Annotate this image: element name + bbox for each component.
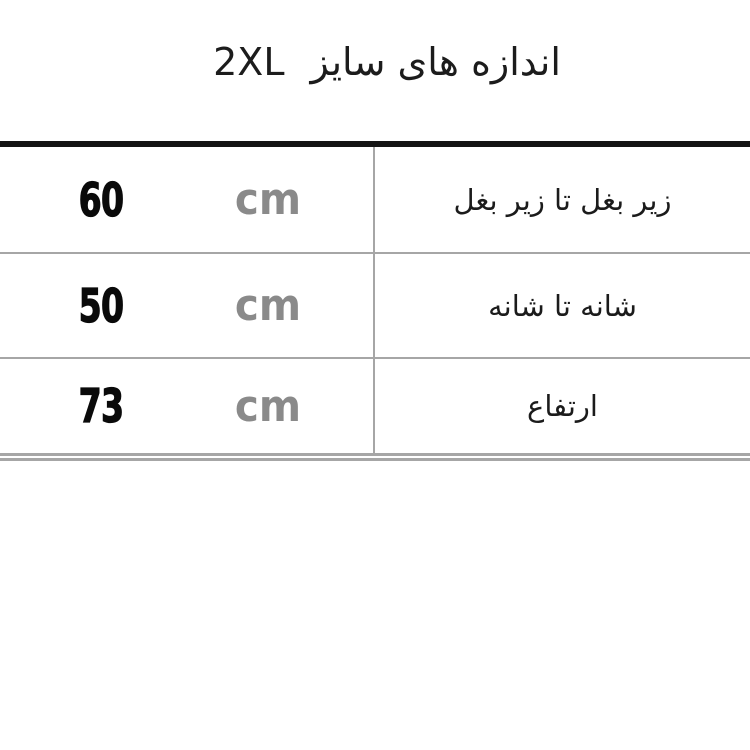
measurement-label: ارتفاع [527, 389, 598, 424]
size-chart-page [0, 38, 750, 750]
measurement-label: شانه تا شانه [488, 288, 637, 323]
measurement-unit: cm [234, 280, 301, 332]
table-row [0, 252, 750, 357]
size-table [0, 141, 750, 461]
value-cell [0, 359, 375, 453]
title-size-label: 2XL [213, 40, 285, 84]
measurement-unit: cm [234, 174, 301, 226]
measurement-value: 73 [78, 379, 123, 434]
title-persian-text: اندازه های سایز [310, 40, 561, 84]
measurement-unit: cm [234, 380, 301, 432]
value-cell [0, 147, 375, 252]
value-cell [0, 254, 375, 357]
page-title [12, 38, 750, 87]
measurement-value: 60 [78, 172, 123, 227]
table-row [0, 147, 750, 252]
measurement-value: 50 [78, 278, 123, 333]
table-row [0, 357, 750, 453]
measurement-label: زیر بغل تا زیر بغل [453, 182, 672, 217]
